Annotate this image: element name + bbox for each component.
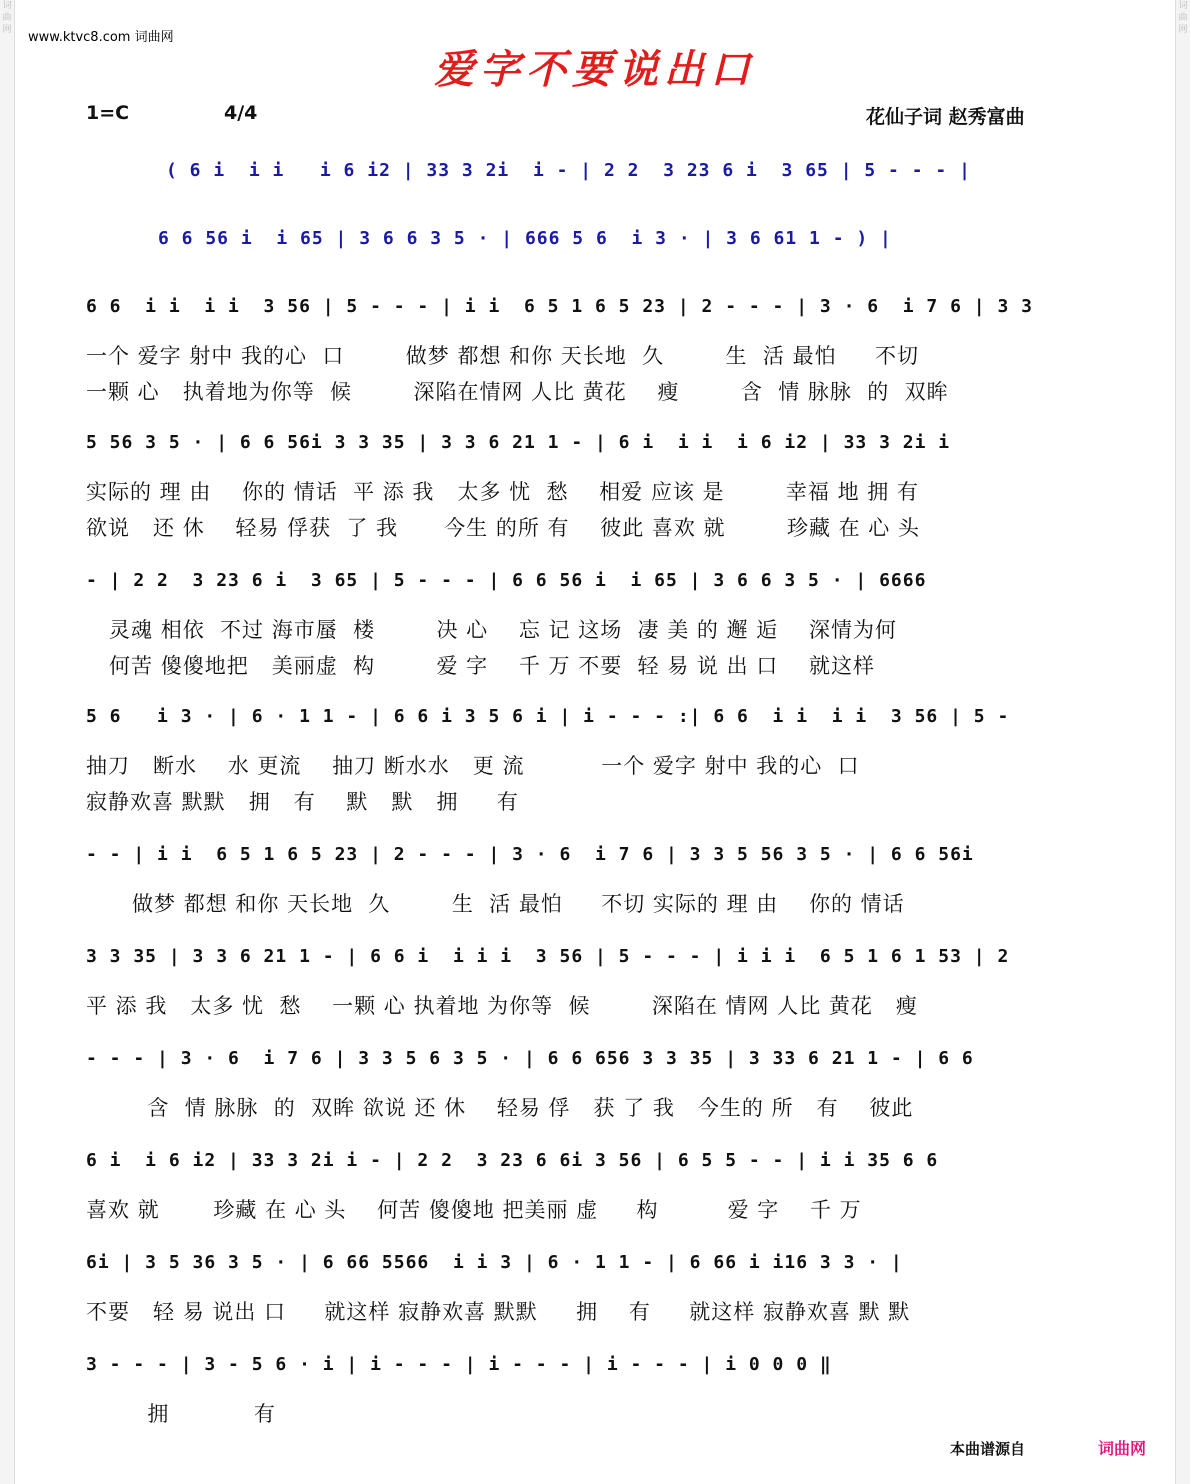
lyric-line: 寂静欢喜 默默 拥 有 默 默 拥 有 [86,790,519,814]
lyric-line: 何苦 傻傻地把 美丽虚 构 爱 字 千 万 不要 轻 易 说 出 口 就这样 [86,654,875,678]
lyric-line: 一个 爱字 射中 我的心 口 做梦 都想 和你 天长地 久 生 活 最怕 不切 [86,344,919,368]
lyric-line: 不要 轻 易 说出 口 就这样 寂静欢喜 默默 拥 有 就这样 寂静欢喜 默 默 [86,1300,911,1324]
notation-row: 6 i i 6 i2 | 33 3 2i i - | 2 2 3 23 6 6i 3 56 | 6 5 5 - - | i i 35 6 6 [86,1150,939,1171]
notation-row: 5 6 i 3 · | 6 · 1 1 - | 6 6 i 3 5 6 i | i - - - :| 6 6 i i i i 3 56 | 5 - [86,706,1010,727]
lyric-line: 做梦 都想 和你 天长地 久 生 活 最怕 不切 实际的 理 由 你的 情话 [86,892,905,916]
time-signature: 4/4 [224,102,258,124]
notation-row: - - | i i 6 5 1 6 5 23 | 2 - - - | 3 · 6 i 7 6 | 3 3 5 56 3 5 · | 6 6 56i [86,844,974,865]
left-watermark-strip: 词曲网 [0,0,15,1484]
lyric-line: 拥 有 [86,1402,276,1426]
lyric-line: 灵魂 相依 不过 海市蜃 楼 决 心 忘 记 这场 凄 美 的 邂 逅 深情为何 [86,618,897,642]
lyric-line: 实际的 理 由 你的 情话 平 添 我 太多 忧 愁 相爱 应该 是 幸福 地 拥 有 [86,480,919,504]
notation-row: 5 56 3 5 · | 6 6 56i 3 3 35 | 3 3 6 21 1 - | 6 i i i i 6 i2 | 33 3 2i i [86,432,951,453]
site-header[interactable]: www.ktvc8.com 词曲网 [28,30,174,45]
footer-source: 本曲谱源自 [950,1440,1026,1458]
footer-brand[interactable]: 词曲网 [1098,1439,1147,1458]
notation-row: 6 6 i i i i 3 56 | 5 - - - | i i 6 5 1 6 5 23 | 2 - - - | 3 · 6 i 7 6 | 3 3 [86,296,1033,317]
notation-row: 3 - - - | 3 - 5 6 · i | i - - - | i - - - | i - - - | i 0 0 0 ‖ [86,1354,832,1375]
notation-row: 3 3 35 | 3 3 6 21 1 - | 6 6 i i i i 3 56 | 5 - - - | i i i 6 5 1 6 1 53 | 2 [86,946,1010,967]
lyric-line: 抽刀 断水 水 更流 抽刀 断水水 更 流 一个 爱字 射中 我的心 口 [86,754,860,778]
lyric-line: 喜欢 就 珍藏 在 心 头 何苦 傻傻地 把美丽 虚 构 爱 字 千 万 [86,1198,862,1222]
right-watermark-strip: 词曲网 [1175,0,1190,1484]
song-title: 爱字不要说出口 [434,46,756,93]
notation-row: 6i | 3 5 36 3 5 · | 6 66 5566 i i 3 | 6 · 1 1 - | 6 66 i i16 3 3 · | [86,1252,903,1273]
key-signature: 1=C [86,102,130,124]
notation-row: ( 6 i i i i 6 i2 | 33 3 2i i - | 2 2 3 23 6 i 3 65 | 5 - - - | [166,160,971,181]
notation-row: - - - | 3 · 6 i 7 6 | 3 3 5 6 3 5 · | 6 6 656 3 3 35 | 3 33 6 21 1 - | 6 6 [86,1048,974,1069]
lyric-line: 欲说 还 休 轻易 俘获 了 我 今生 的所 有 彼此 喜欢 就 珍藏 在 心 头 [86,516,920,540]
credits: 花仙子词 赵秀富曲 [866,106,1025,128]
notation-row: 6 6 56 i i 65 | 3 6 6 3 5 · | 666 5 6 i 3 · | 3 6 61 1 - ) | [158,228,892,249]
lyric-line: 一颗 心 执着地为你等 候 深陷在情网 人比 黄花 瘦 含 情 脉脉 的 双眸 [86,380,949,404]
lyric-line: 含 情 脉脉 的 双眸 欲说 还 休 轻易 俘 获 了 我 今生的 所 有 彼此 [86,1096,914,1120]
notation-row: - | 2 2 3 23 6 i 3 65 | 5 - - - | 6 6 56 i i 65 | 3 6 6 3 5 · | 6666 [86,570,927,591]
lyric-line: 平 添 我 太多 忧 愁 一颗 心 执着地 为你等 候 深陷在 情网 人比 黄花 瘦 [86,994,918,1018]
